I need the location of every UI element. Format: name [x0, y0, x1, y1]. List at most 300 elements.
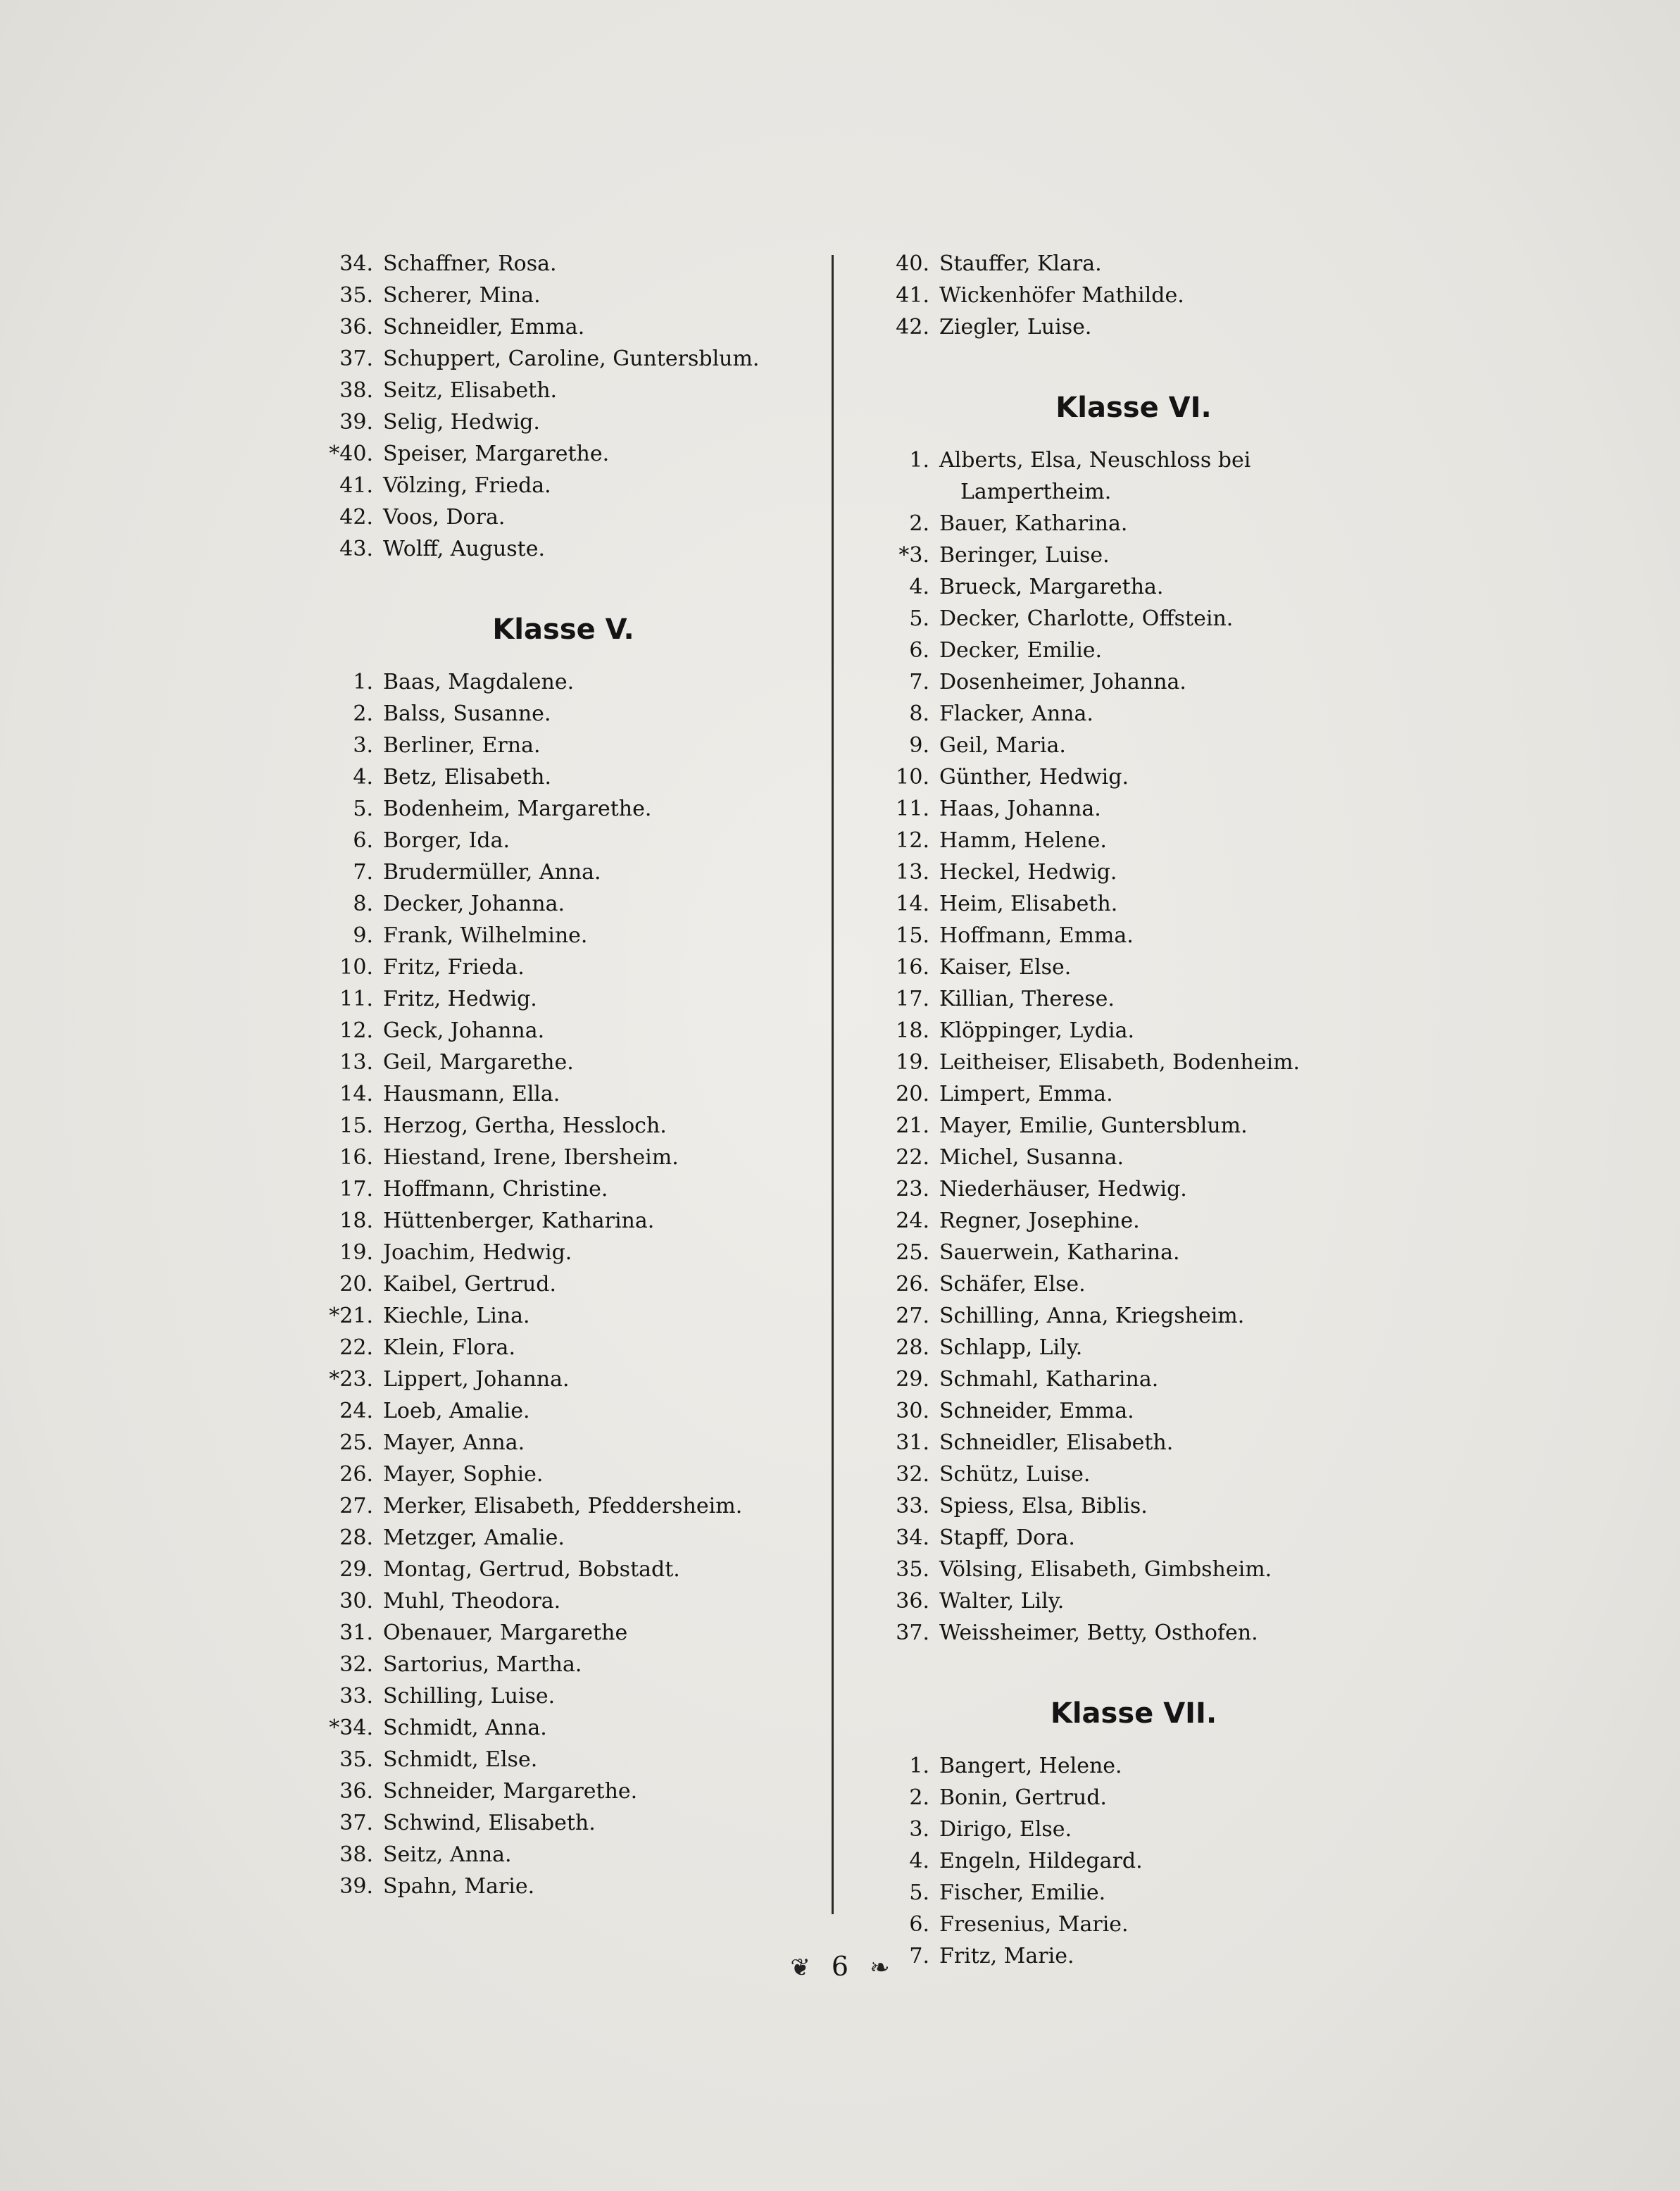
entry-number: 1. [909, 1754, 929, 1778]
entry-name: Mayer, Emilie, Guntersblum. [939, 1113, 1248, 1138]
entry-number: 32. [896, 1462, 929, 1487]
list-item [310, 1744, 817, 1775]
entry-name: Schneider, Emma. [939, 1399, 1134, 1423]
list-item [866, 761, 1401, 793]
entry-name: Beringer, Luise. [939, 543, 1110, 568]
entry-number: 5. [909, 606, 929, 631]
list-item [866, 1814, 1401, 1845]
list-item [310, 1142, 817, 1173]
entry-name: Schilling, Anna, Kriegsheim. [939, 1304, 1245, 1328]
entry-name: Fischer, Emilie. [939, 1880, 1106, 1905]
entry-number: 4. [909, 575, 929, 599]
entry-name: Hamm, Helene. [939, 828, 1107, 853]
list-item [310, 1205, 817, 1237]
entry-name: Fresenius, Marie. [939, 1912, 1129, 1937]
list-item [866, 856, 1401, 888]
entry-name: Seitz, Elisabeth. [383, 378, 558, 403]
list-item [310, 375, 817, 406]
list-item [310, 406, 817, 438]
entry-number: 40. [896, 251, 929, 276]
list-item [866, 951, 1401, 983]
list-item [866, 1490, 1401, 1522]
entry-name: Fritz, Frieda. [383, 955, 525, 980]
list-item [310, 470, 817, 501]
list-item [866, 1909, 1401, 1940]
list-item [866, 1522, 1401, 1554]
list-item [866, 248, 1401, 280]
entry-number: 39. [339, 1874, 373, 1899]
entry-name: Loeb, Amalie. [383, 1399, 530, 1423]
list-item [310, 1237, 817, 1268]
entry-number: 43. [339, 537, 373, 561]
entry-name: Heim, Elisabeth. [939, 892, 1118, 916]
list-item [310, 1522, 817, 1554]
entry-number: 6. [353, 828, 373, 853]
list-item [866, 1237, 1401, 1268]
list-item [310, 761, 817, 793]
entry-name: Decker, Charlotte, Offstein. [939, 606, 1234, 631]
entry-number: 28. [339, 1525, 373, 1550]
entry-name: Engeln, Hildegard. [939, 1849, 1143, 1873]
list-item [310, 856, 817, 888]
entry-number: 5. [353, 797, 373, 821]
list-item [866, 1877, 1401, 1909]
entry-number: 4. [909, 1849, 929, 1873]
entry-name: Flacker, Anna. [939, 701, 1093, 726]
entry-name: Schuppert, Caroline, Guntersblum. [383, 347, 760, 371]
entry-number: 37. [896, 1621, 929, 1645]
entry-name: Betz, Elisabeth. [383, 765, 551, 789]
list-item [310, 1490, 817, 1522]
list-item [866, 888, 1401, 920]
entry-number: 22. [339, 1335, 373, 1360]
list-item [310, 1459, 817, 1490]
entry-number: 27. [339, 1494, 373, 1518]
entry-name: Obenauer, Margarethe [383, 1621, 628, 1645]
entry-name: Borger, Ida. [383, 828, 510, 853]
entry-number: 10. [896, 765, 929, 789]
entry-name: Schwind, Elisabeth. [383, 1811, 596, 1835]
list-item [866, 1078, 1401, 1110]
list-item [310, 343, 817, 375]
entry-name: Limpert, Emma. [939, 1082, 1113, 1106]
entry-name: Geil, Margarethe. [383, 1050, 574, 1075]
entry-number: 27. [896, 1304, 929, 1328]
list-item [866, 311, 1401, 343]
entry-name: Wickenhöfer Mathilde. [939, 283, 1184, 308]
entry-name: Killian, Therese. [939, 987, 1115, 1011]
list-item [310, 1395, 817, 1427]
list-item [866, 1047, 1401, 1078]
entry-number: 31. [896, 1430, 929, 1455]
entry-name: Schilling, Luise. [383, 1684, 556, 1709]
entry-number: 11. [896, 797, 929, 821]
entry-name: Decker, Emilie. [939, 638, 1103, 663]
entry-name: Klein, Flora. [383, 1335, 515, 1360]
entry-name: Schmidt, Anna. [383, 1716, 547, 1740]
entry-number: 35. [896, 1557, 929, 1582]
list-item [310, 888, 817, 920]
entry-number: 26. [339, 1462, 373, 1487]
list-item [310, 501, 817, 533]
list-item [310, 1268, 817, 1300]
entry-number: 14. [339, 1082, 373, 1106]
entry-name: Mayer, Anna. [383, 1430, 525, 1455]
list-item [866, 1205, 1401, 1237]
list-item [310, 1585, 817, 1617]
list-item [866, 1395, 1401, 1427]
entry-name: Hiestand, Irene, Ibersheim. [383, 1145, 679, 1170]
entry-number: 28. [896, 1335, 929, 1360]
list-item [866, 280, 1401, 311]
list-item [310, 1617, 817, 1649]
entry-number: 29. [339, 1557, 373, 1582]
list-item [866, 539, 1401, 571]
entry-number: 38. [339, 378, 373, 403]
list-item [866, 571, 1401, 603]
entry-name: Dirigo, Else. [939, 1817, 1072, 1842]
entry-name: Herzog, Gertha, Hessloch. [383, 1113, 667, 1138]
entry-name: Kaiser, Else. [939, 955, 1072, 980]
list-item [866, 730, 1401, 761]
entry-name: Frank, Wilhelmine. [383, 923, 588, 948]
list-item [310, 1871, 817, 1902]
list-item [310, 280, 817, 311]
entry-number: 34. [339, 251, 373, 276]
entry-number: 2. [909, 1785, 929, 1810]
list-item [866, 1585, 1401, 1617]
list-item [310, 666, 817, 698]
list-item [310, 1078, 817, 1110]
list-item [310, 1775, 817, 1807]
list-item [310, 1712, 817, 1744]
list-item [866, 1268, 1401, 1300]
entry-name: Bangert, Helene. [939, 1754, 1122, 1778]
entry-name: Merker, Elisabeth, Pfeddersheim. [383, 1494, 743, 1518]
list-item [866, 444, 1401, 508]
left-column [310, 248, 817, 1902]
entry-name: Stauffer, Klara. [939, 251, 1102, 276]
list-item [310, 793, 817, 825]
entry-name: Schmahl, Katharina. [939, 1367, 1159, 1392]
entry-number: 32. [339, 1652, 373, 1677]
entry-number: *21. [329, 1304, 373, 1328]
entry-number: 36. [896, 1589, 929, 1613]
entry-name: Baas, Magdalene. [383, 670, 575, 694]
entry-number: 16. [339, 1145, 373, 1170]
list-item [866, 1459, 1401, 1490]
entry-number: 41. [896, 283, 929, 308]
entry-number: 19. [896, 1050, 929, 1075]
entry-number: 1. [909, 448, 929, 473]
entry-name: Stapff, Dora. [939, 1525, 1075, 1550]
page-number: 6 [831, 1951, 849, 1982]
entry-number: 36. [339, 1779, 373, 1804]
entry-name: Regner, Josephine. [939, 1209, 1140, 1233]
entry-name: Bodenheim, Margarethe. [383, 797, 652, 821]
entry-number: 12. [339, 1018, 373, 1043]
list-item [310, 825, 817, 856]
list-item [310, 1300, 817, 1332]
entry-name: Fritz, Marie. [939, 1944, 1074, 1968]
entry-number: 24. [339, 1399, 373, 1423]
entry-number: 15. [339, 1113, 373, 1138]
entry-number: 36. [339, 315, 373, 339]
entry-number: 11. [339, 987, 373, 1011]
entry-number: 35. [339, 283, 373, 308]
entry-name: Kiechle, Lina. [383, 1304, 530, 1328]
list-klasse-v [310, 666, 817, 1902]
list-item [866, 1782, 1401, 1814]
entry-name: Spiess, Elsa, Biblis. [939, 1494, 1148, 1518]
entry-name: Leitheiser, Elisabeth, Bodenheim. [939, 1050, 1300, 1075]
list-item [866, 508, 1401, 539]
list-item [866, 1845, 1401, 1877]
entry-number: 41. [339, 473, 373, 498]
entry-number: 18. [896, 1018, 929, 1043]
entry-name: Geck, Johanna. [383, 1018, 545, 1043]
entry-name: Montag, Gertrud, Bobstadt. [383, 1557, 680, 1582]
entry-number: 30. [339, 1589, 373, 1613]
entry-name: Joachim, Hedwig. [383, 1240, 572, 1265]
list-item [310, 951, 817, 983]
entry-number: 25. [339, 1430, 373, 1455]
entry-name: Bonin, Gertrud. [939, 1785, 1107, 1810]
entry-number: 13. [896, 860, 929, 885]
entry-name: Spahn, Marie. [383, 1874, 535, 1899]
entry-name: Hüttenberger, Katharina. [383, 1209, 655, 1233]
list-item [866, 983, 1401, 1015]
entry-number: 9. [353, 923, 373, 948]
entry-name: Schaffner, Rosa. [383, 251, 557, 276]
entry-number: 21. [896, 1113, 929, 1138]
list-klasse-vii [866, 1750, 1401, 1972]
ornament-right-icon: ❧ [870, 1954, 890, 1982]
heading-klasse-vi: Klasse VI. [1055, 392, 1212, 424]
entry-name: Mayer, Sophie. [383, 1462, 544, 1487]
entry-number: 3. [909, 1817, 929, 1842]
entry-number: 26. [896, 1272, 929, 1297]
entry-number: 37. [339, 1811, 373, 1835]
list-item [310, 1554, 817, 1585]
list-item [310, 1332, 817, 1363]
entry-name: Schneidler, Emma. [383, 315, 585, 339]
entry-name: Fritz, Hedwig. [383, 987, 537, 1011]
entry-number: *3. [898, 543, 929, 568]
entry-name: Ziegler, Luise. [939, 315, 1092, 339]
entry-number: 34. [896, 1525, 929, 1550]
entry-name: Sauerwein, Katharina. [939, 1240, 1180, 1265]
list-item [310, 698, 817, 730]
list-item [310, 1427, 817, 1459]
list-item [866, 1617, 1401, 1649]
list-item [310, 1807, 817, 1839]
list-item [866, 1363, 1401, 1395]
list-item [310, 438, 817, 470]
list-item [310, 1173, 817, 1205]
list-item [866, 603, 1401, 635]
entry-name: Berliner, Erna. [383, 733, 541, 758]
list-item [866, 920, 1401, 951]
entry-number: 8. [909, 701, 929, 726]
list-item [866, 666, 1401, 698]
entry-name: Dosenheimer, Johanna. [939, 670, 1186, 694]
entry-number: 16. [896, 955, 929, 980]
entry-name: Haas, Johanna. [939, 797, 1101, 821]
entry-number: 33. [339, 1684, 373, 1709]
list-item [310, 730, 817, 761]
list-klasse-vi [866, 508, 1401, 1649]
entry-number: 31. [339, 1621, 373, 1645]
list-item [866, 1554, 1401, 1585]
entry-name: Schneider, Margarethe. [383, 1779, 638, 1804]
list-item [310, 1047, 817, 1078]
entry-number: *40. [329, 442, 373, 466]
entry-name: Scherer, Mina. [383, 283, 541, 308]
entry-number: 14. [896, 892, 929, 916]
entry-name: Niederhäuser, Hedwig. [939, 1177, 1187, 1201]
entry-name: Weissheimer, Betty, Osthofen. [939, 1621, 1258, 1645]
entry-number: 33. [896, 1494, 929, 1518]
list-item [310, 248, 817, 280]
entry-name: Voos, Dora. [383, 505, 506, 530]
entry-name: Decker, Johanna. [383, 892, 565, 916]
ornament-left-icon: ❦ [790, 1954, 810, 1982]
entry-number: *34. [329, 1716, 373, 1740]
list-item [866, 825, 1401, 856]
entry-number: 30. [896, 1399, 929, 1423]
entry-name: Balss, Susanne. [383, 701, 551, 726]
list-item [310, 1680, 817, 1712]
entry-number: 22. [896, 1145, 929, 1170]
entry-number: 20. [896, 1082, 929, 1106]
column-divider [832, 255, 834, 1914]
entry-number: 8. [353, 892, 373, 916]
entry-number: 20. [339, 1272, 373, 1297]
entry-number: 35. [339, 1747, 373, 1772]
page-footer [0, 1945, 1680, 1987]
entry-number: 13. [339, 1050, 373, 1075]
list-item [866, 698, 1401, 730]
entry-number: 19. [339, 1240, 373, 1265]
entry-name: Kaibel, Gertrud. [383, 1272, 557, 1297]
entry-name: Völsing, Elisabeth, Gimbsheim. [939, 1557, 1272, 1582]
entry-number: 15. [896, 923, 929, 948]
list-item [866, 1173, 1401, 1205]
entry-number: 2. [353, 701, 373, 726]
entry-number: 12. [896, 828, 929, 853]
entry-name: Alberts, Elsa, Neuschloss bei [939, 448, 1251, 473]
list-item [866, 1015, 1401, 1047]
entry-name: Brueck, Margaretha. [939, 575, 1164, 599]
entry-number: 4. [353, 765, 373, 789]
list-item [310, 1015, 817, 1047]
entry-number: 24. [896, 1209, 929, 1233]
left-list-continued [310, 248, 817, 565]
entry-name: Metzger, Amalie. [383, 1525, 565, 1550]
entry-number: 39. [339, 410, 373, 435]
list-item [866, 1750, 1401, 1782]
entry-name: Heckel, Hedwig. [939, 860, 1117, 885]
entry-number: 2. [909, 511, 929, 536]
entry-number: 38. [339, 1842, 373, 1867]
list-item [866, 1142, 1401, 1173]
entry-name: Walter, Lily. [939, 1589, 1065, 1613]
entry-number: 1. [353, 670, 373, 694]
list-item [310, 533, 817, 565]
entry-name: Geil, Maria. [939, 733, 1066, 758]
entry-name: Schmidt, Else. [383, 1747, 538, 1772]
entry-name: Speiser, Margarethe. [383, 442, 610, 466]
entry-number: 17. [339, 1177, 373, 1201]
entry-name: Bauer, Katharina. [939, 511, 1128, 536]
list-item [310, 1110, 817, 1142]
entry-name: Michel, Susanna. [939, 1145, 1124, 1170]
entry-number: 37. [339, 347, 373, 371]
entry-name: Schütz, Luise. [939, 1462, 1091, 1487]
entry-name: Sartorius, Martha. [383, 1652, 582, 1677]
entry-number: 7. [909, 670, 929, 694]
entry-name: Muhl, Theodora. [383, 1589, 561, 1613]
entry-name: Selig, Hedwig. [383, 410, 540, 435]
entry-name: Seitz, Anna. [383, 1842, 512, 1867]
entry-number: 5. [909, 1880, 929, 1905]
entry-number: 17. [896, 987, 929, 1011]
entry-name: Schäfer, Else. [939, 1272, 1086, 1297]
list-item [866, 1332, 1401, 1363]
entry-number: 42. [896, 315, 929, 339]
heading-klasse-vii: Klasse VII. [1050, 1697, 1217, 1730]
entry-name: Hausmann, Ella. [383, 1082, 560, 1106]
list-item [310, 1839, 817, 1871]
entry-name: Hoffmann, Christine. [383, 1177, 608, 1201]
entry-name: Lippert, Johanna. [383, 1367, 570, 1392]
entry-number: 6. [909, 638, 929, 663]
entry-number: 29. [896, 1367, 929, 1392]
entry-number: 42. [339, 505, 373, 530]
entry-name: Schlapp, Lily. [939, 1335, 1083, 1360]
entry-number: 7. [353, 860, 373, 885]
entry-number: 3. [353, 733, 373, 758]
entry-number: *23. [329, 1367, 373, 1392]
entry-number: 9. [909, 733, 929, 758]
list-item [310, 983, 817, 1015]
entry-number: 6. [909, 1912, 929, 1937]
entry-number: 25. [896, 1240, 929, 1265]
list-item [866, 1110, 1401, 1142]
entry-name: Hoffmann, Emma. [939, 923, 1134, 948]
list-item [866, 793, 1401, 825]
list-item [310, 311, 817, 343]
entry-name: Wolff, Auguste. [383, 537, 546, 561]
list-item [866, 1300, 1401, 1332]
list-item [310, 1363, 817, 1395]
entry-name: Schneidler, Elisabeth. [939, 1430, 1174, 1455]
list-item [310, 1649, 817, 1680]
right-column [866, 248, 1401, 1972]
entry-number: 7. [909, 1944, 929, 1968]
entry-name: Völzing, Frieda. [383, 473, 551, 498]
right-list-continued [866, 248, 1401, 343]
entry-name: Günther, Hedwig. [939, 765, 1129, 789]
entry-name-continued: Lampertheim. [960, 480, 1112, 504]
list-item [310, 920, 817, 951]
heading-klasse-v: Klasse V. [492, 613, 634, 646]
list-item [866, 635, 1401, 666]
entry-number: 18. [339, 1209, 373, 1233]
list-item [866, 1427, 1401, 1459]
entry-name: Brudermüller, Anna. [383, 860, 601, 885]
